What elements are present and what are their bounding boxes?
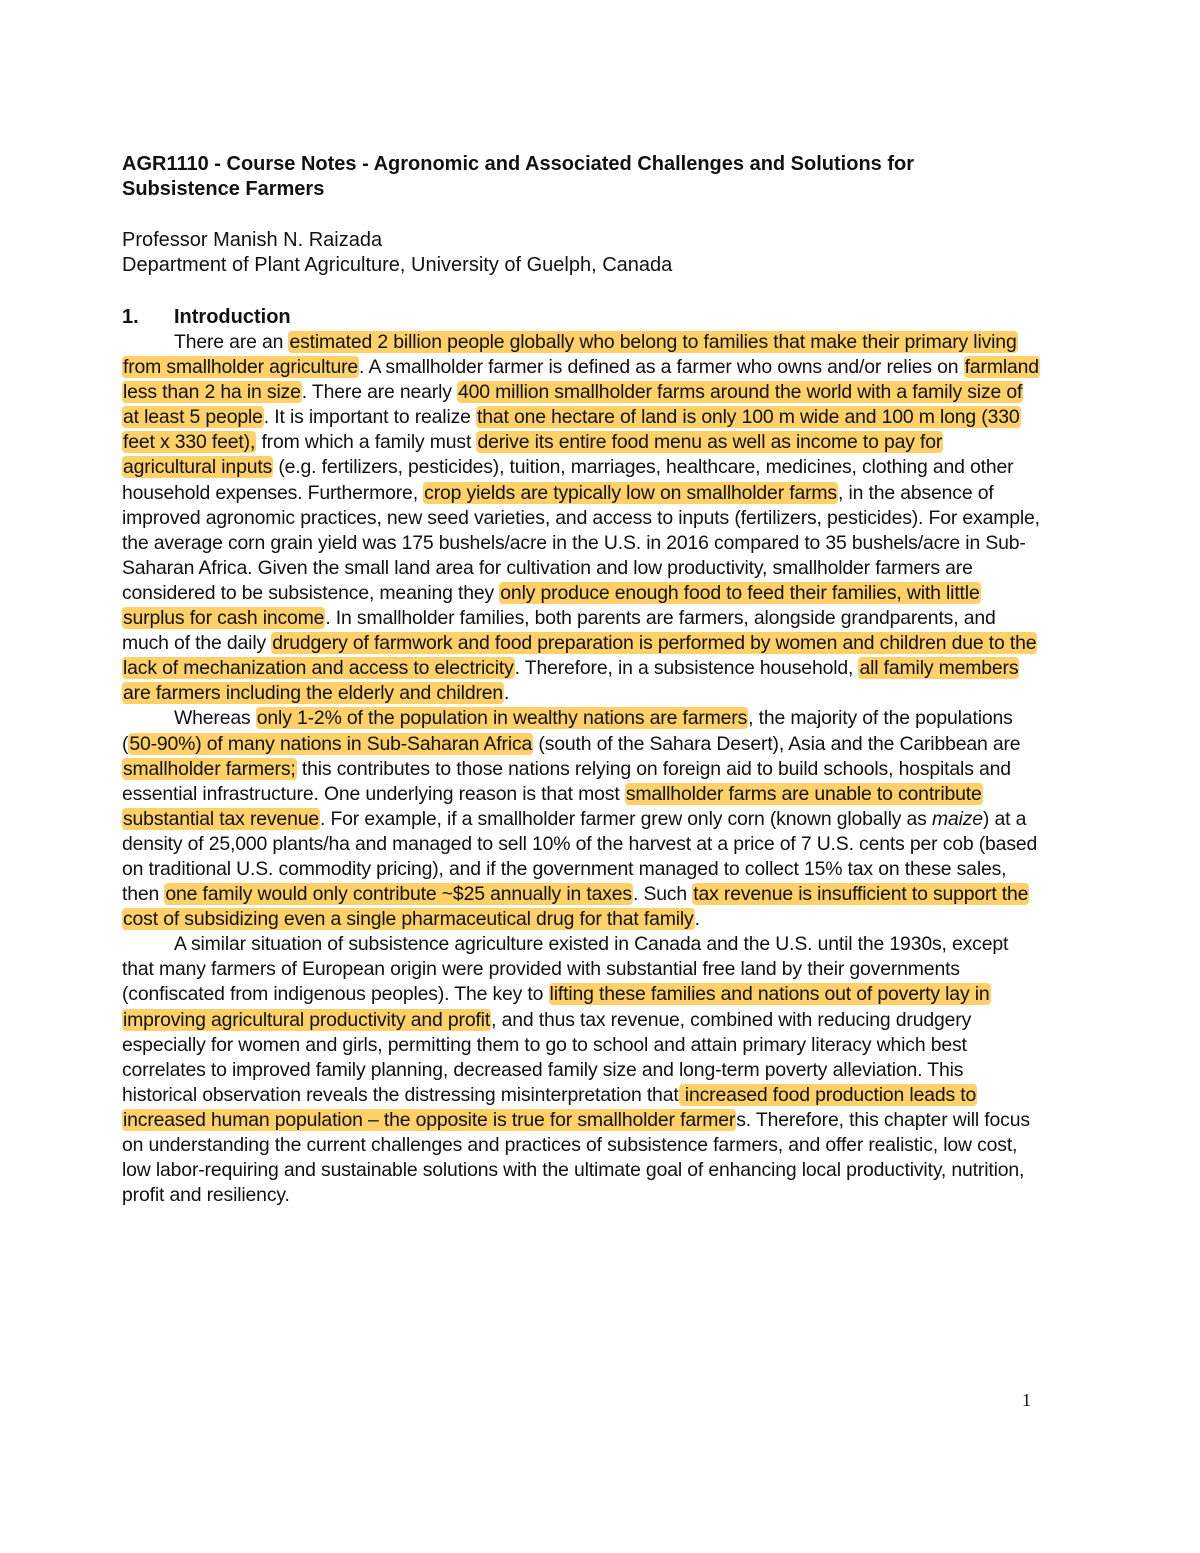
text-run: this contributes to those nations relying on foreign aid to build schools, hospitals and essential infrastructure. One underlying reason is that most	[122, 757, 1011, 805]
author-name: Professor Manish N. Raizada	[122, 229, 383, 251]
text-run: from which a family must	[256, 431, 477, 454]
highlighted-text: one family would only contribute ~$25 annually in taxes	[165, 883, 632, 906]
text-run: .	[504, 682, 510, 705]
text-run: A similar situation of subsistence agriculture existed in Canada and the U.S. until the 1930s, except that many farmers of European origin were provided with substantial free land by their governments (confiscated from indigenous peoples). The key to	[122, 933, 1009, 1006]
highlighted-text: farmland less than 2 ha in size	[123, 356, 1039, 404]
text-run: , the majority of the populations (	[122, 707, 1013, 755]
text-run: . It is important to realize	[263, 406, 477, 429]
highlighted-text: only produce enough food to feed their families, with little surplus for cash income	[123, 581, 980, 630]
highlighted-text: smallholder farmers;	[123, 757, 296, 780]
highlighted-text: tax revenue is insufficient to support the cost of subsidizing even a single pharmaceutical drug for that family	[123, 883, 1029, 931]
highlighted-text: 50-90%) of many nations in Sub-Saharan Africa	[129, 732, 533, 755]
highlighted-text: increased food production leads to increased human population – the opposite is true for smallholder farmer	[123, 1083, 977, 1131]
highlighted-text: lifting these families and nations out of poverty lay in improving agricultural productivity and profit	[123, 983, 990, 1031]
page-number: 1	[1022, 1390, 1031, 1410]
text-run: . Therefore, in a subsistence household,	[514, 657, 859, 680]
highlighted-text: only 1-2% of the population in wealthy nations are farmers	[256, 707, 748, 730]
text-run: . A smallholder farmer is defined as a farmer who owns and/or relies on	[359, 356, 964, 379]
text-run: . Such	[632, 883, 693, 906]
section-heading	[122, 305, 291, 330]
text-run: . In smallholder families, both parents are farmers, alongside grandparents, and much of the daily	[122, 607, 996, 655]
section-title: Introduction	[174, 306, 291, 328]
author-affiliation: Department of Plant Agriculture, University of Guelph, Canada	[122, 254, 673, 276]
document-title: AGR1110 - Course Notes - Agronomic and Associated Challenges and Solutions for Subsistence Farmers	[122, 153, 915, 200]
highlighted-text: 400 million smallholder farms around the world with a family size of at least 5 people	[123, 381, 1023, 429]
text-run: There are an	[174, 331, 289, 353]
highlighted-text: all family members are farmers including the elderly and children	[123, 657, 1019, 705]
highlighted-text: estimated 2 billion people globally who belong to families that make their primary living from smallholder agriculture	[123, 331, 1017, 379]
paragraph-2	[122, 706, 1040, 932]
author-block	[122, 228, 672, 278]
highlighted-text: derive its entire food menu as well as income to pay for agricultural inputs	[123, 431, 943, 479]
text-run: .	[694, 908, 700, 931]
highlighted-text: smallholder farms are unable to contribute substantial tax revenue	[123, 782, 982, 830]
paragraph-3	[122, 932, 1040, 1208]
text-run: (e.g. fertilizers, pesticides), tuition, marriages, healthcare, medicines, clothing and other household expenses. Furthermore,	[122, 456, 1014, 504]
text-run: . For example, if a smallholder farmer grew only corn (known globally as	[319, 807, 932, 830]
paragraph-1	[122, 330, 1040, 706]
text-run: . There are nearly	[301, 381, 458, 404]
body-text	[122, 330, 1040, 1208]
text-run: Whereas	[174, 707, 256, 730]
text-run: s. Therefore, this chapter will focus on understanding the current challenges and practices of subsistence farmers, and offer realistic, low cost, low labor-requiring and sustainable solutions with the ultimate goal of enhancing local productivity, nutrition, profit and resiliency.	[122, 1108, 1030, 1207]
highlighted-text: that one hectare of land is only 100 m wide and 100 m long (330 feet x 330 feet),	[123, 406, 1020, 454]
section-number: 1.	[122, 306, 139, 328]
text-run: , and thus tax revenue, combined with reducing drudgery especially for women and girls, permitting them to go to school and attain primary literacy which best correlates to improved family planning, decreased family size and long-term poverty alleviation. This historical observation reveals the distressing misinterpretation that	[122, 1008, 972, 1106]
text-run: , in the absence of improved agronomic practices, new seed varieties, and access to inputs (fertilizers, pesticides). For example, the average corn grain yield was 175 bushels/acre in the U.S. in 2016 compared to 35 bushels/acre in Sub-Saharan Africa. Given the small land area for cultivation and low productivity, smallholder farmers are considered to be subsistence, meaning they	[122, 481, 1040, 604]
italic-text: maize	[931, 807, 983, 830]
highlighted-text: crop yields are typically low on smallholder farms	[424, 481, 837, 504]
text-run: (south of the Sahara Desert), Asia and the Caribbean are	[533, 732, 1021, 755]
text-run: ) at a density of 25,000 plants/ha and managed to sell 10% of the harvest at a price of 7 U.S. cents per cob (based on traditional U.S. commodity pricing), and if the government managed to collect 15% tax on these sales, then	[122, 807, 1038, 906]
highlighted-text: drudgery of farmwork and food preparation is performed by women and children due to the lack of mechanization and access to electricity	[123, 632, 1037, 680]
